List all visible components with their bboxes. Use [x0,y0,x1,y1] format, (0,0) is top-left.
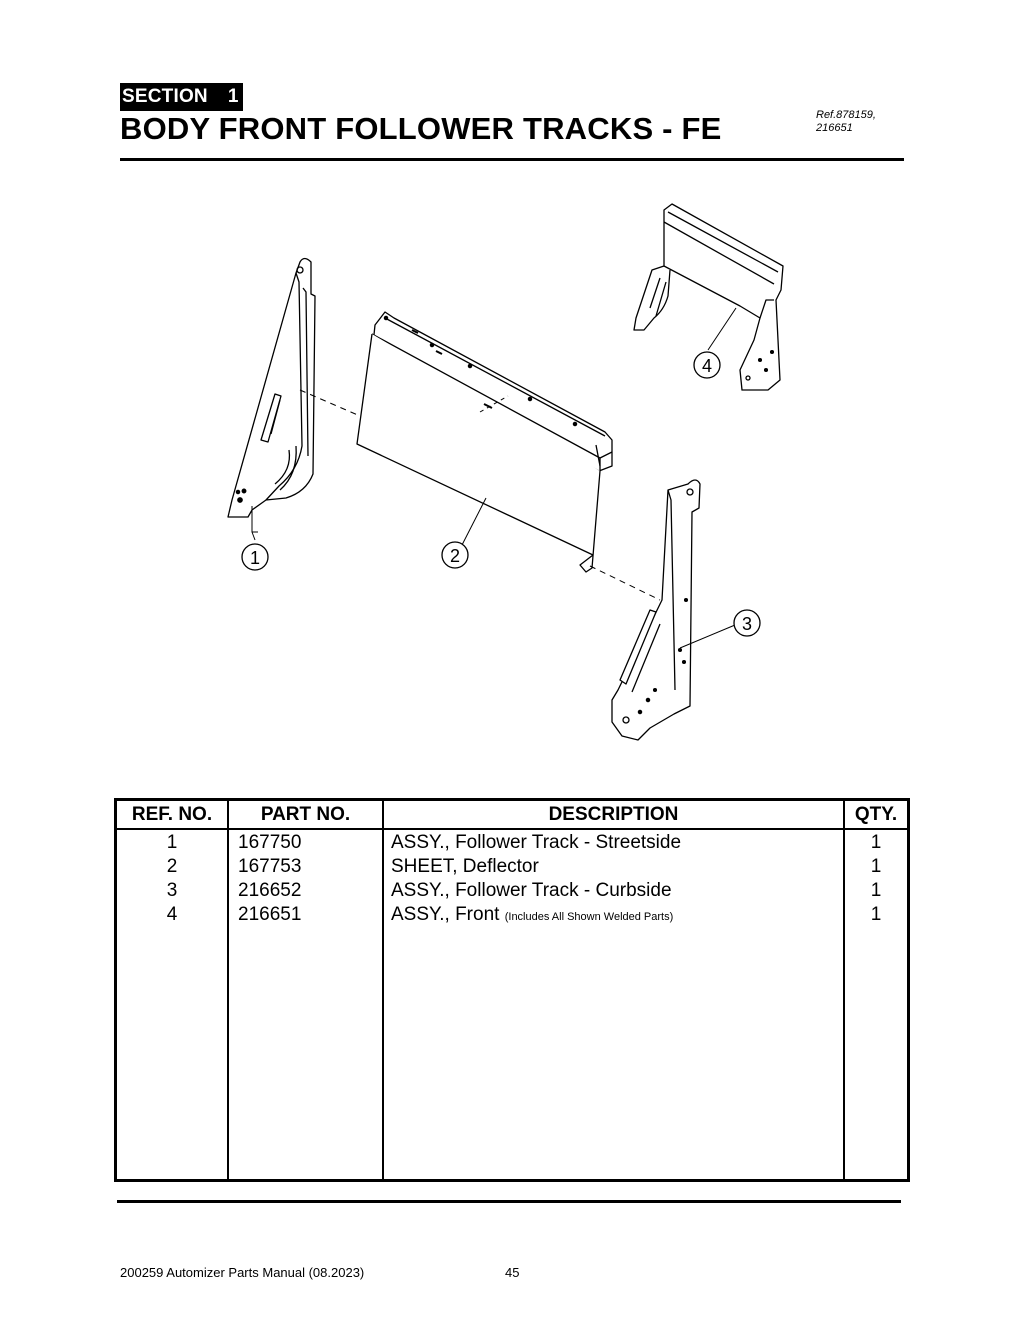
row-4-description-note: (Includes All Shown Welded Parts) [504,911,674,923]
svg-text:3: 3 [741,614,753,634]
header-qty: QTY. [854,804,898,825]
svg-text:4: 4 [701,356,713,376]
footer-divider [117,1200,901,1203]
section-number: 1 [227,86,239,107]
svg-text:2: 2 [449,546,461,566]
row-3-part: 216652 [238,880,302,901]
footer-manual-title: 200259 Automizer Parts Manual (08.2023) [120,1265,365,1280]
callout-3 [734,610,760,636]
reference-line-2: 216651 [816,122,853,134]
row-4-ref: 4 [166,904,178,925]
row-2-description: SHEET, Deflector [391,856,539,877]
callout-1 [242,544,268,570]
row-1-qty: 1 [870,832,882,853]
part-follower-track-curbside [612,480,700,740]
row-4-part: 216651 [238,904,302,925]
row-4-description-text: ASSY., Front [391,904,500,925]
svg-text:1: 1 [249,548,261,568]
row-4-description [391,903,673,929]
row-1-description: ASSY., Follower Track - Streetside [391,832,682,853]
row-3-description: ASSY., Follower Track - Curbside [391,880,672,901]
row-2-part: 167753 [238,856,302,877]
row-3-ref: 3 [166,880,178,901]
header-ref-no: REF. NO. [131,804,213,825]
column-divider [382,801,384,1179]
header-part-no: PART NO. [260,804,351,825]
row-4-qty: 1 [870,904,882,925]
parts-table [114,798,910,1182]
part-follower-track-streetside [228,259,315,533]
row-3-qty: 1 [870,880,882,901]
column-divider [227,801,229,1179]
row-2-ref: 2 [166,856,178,877]
row-1-ref: 1 [166,832,178,853]
section-label: SECTION [122,86,208,107]
page-number: 45 [505,1265,520,1280]
callout-4 [694,352,720,378]
callout-2 [442,542,468,568]
row-2-qty: 1 [870,856,882,877]
row-1-part: 167750 [238,832,302,853]
page-title: BODY FRONT FOLLOWER TRACKS - FE [120,111,722,146]
header-description: DESCRIPTION [548,804,679,825]
reference-line-1: Ref.878159, [816,109,876,121]
part-deflector-sheet [300,312,660,600]
header-divider [117,828,907,830]
